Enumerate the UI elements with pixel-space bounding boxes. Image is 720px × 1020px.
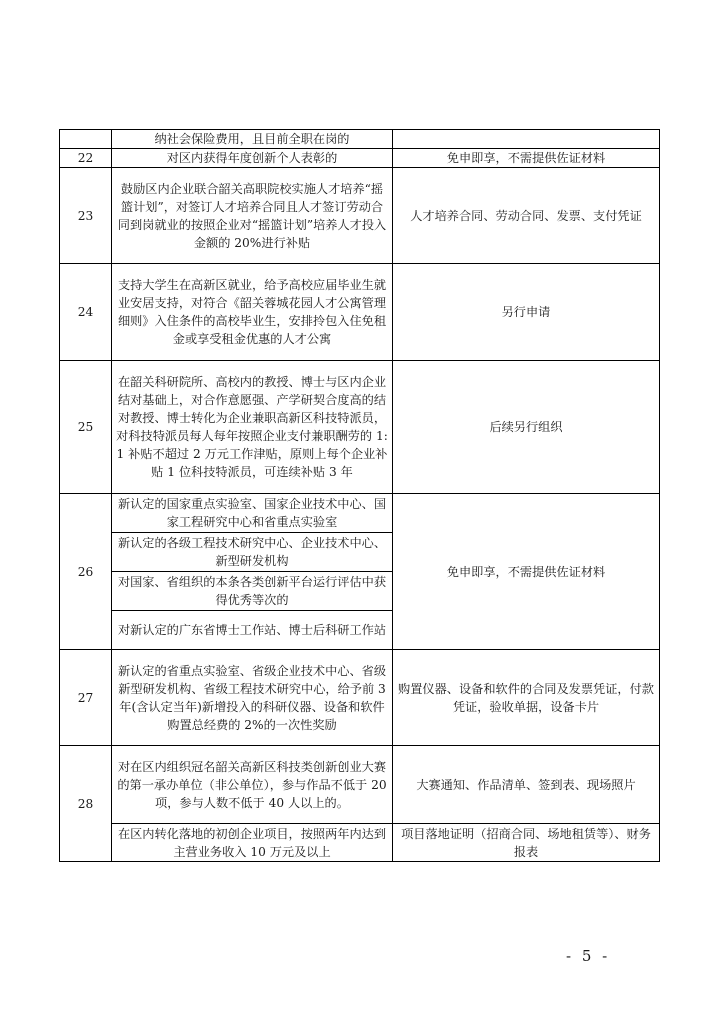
policy-content: 对国家、省组织的本条各类创新平台运行评估中获得优秀等次的 <box>112 572 393 611</box>
policy-content: 支持大学生在高新区就业，给予高校应届毕业生就业安居支持，对符合《韶关蓉城花园人才公寓管理细则》入住条件的高校毕业生，安排拎包入住免租金或享受租金优惠的人才公寓 <box>112 264 393 361</box>
proof-materials: 人才培养合同、劳动合同、发票、支付凭证 <box>393 168 660 264</box>
row-number: 27 <box>60 650 112 746</box>
table-row <box>60 746 660 824</box>
policy-content: 鼓励区内企业联合韶关高职院校实施人才培养“摇篮计划”，对签订人才培养合同且人才签订劳动合同到岗就业的按照企业对“摇篮计划”培养人才投入金额的 20%进行补贴 <box>112 168 393 264</box>
row-number: 26 <box>60 494 112 650</box>
table-row <box>60 824 660 862</box>
proof-materials: 购置仪器、设备和软件的合同及发票凭证，付款凭证，验收单据，设备卡片 <box>393 650 660 746</box>
proof-materials <box>393 130 660 149</box>
proof-materials: 免申即享，不需提供佐证材料 <box>393 494 660 650</box>
policy-content: 在区内转化落地的初创企业项目，按照两年内达到主营业务收入 10 万元及以上 <box>112 824 393 862</box>
policy-content: 新认定的国家重点实验室、国家企业技术中心、国家工程研究中心和省重点实验室 <box>112 494 393 533</box>
row-number <box>60 130 112 149</box>
table-row <box>60 168 660 264</box>
policy-content: 纳社会保险费用，且目前全职在岗的 <box>112 130 393 149</box>
table-row <box>60 494 660 533</box>
proof-materials: 另行申请 <box>393 264 660 361</box>
policy-content: 在韶关科研院所、高校内的教授、博士与区内企业结对基础上，对合作意愿强、产学研契合度高的结对教授、博士转化为企业兼职高新区科技特派员，对科技特派员每人每年按照企业支付兼职酬劳的 1: 1 补贴不超过 2 万元工作津贴，原则上每个企业补贴 1 位科技特派员，可连续补贴 3 年 <box>112 361 393 494</box>
row-number: 28 <box>60 746 112 862</box>
table-row <box>60 264 660 361</box>
policy-content: 对区内获得年度创新个人表彰的 <box>112 149 393 168</box>
policy-content: 新认定的各级工程技术研究中心、企业技术中心、新型研发机构 <box>112 533 393 572</box>
row-number: 24 <box>60 264 112 361</box>
policy-content: 新认定的省重点实验室、省级企业技术中心、省级新型研发机构、省级工程技术研究中心，给予前 3 年(含认定当年)新增投入的科研仪器、设备和软件购置总经费的 2%的一次性奖励 <box>112 650 393 746</box>
row-number: 23 <box>60 168 112 264</box>
row-number: 22 <box>60 149 112 168</box>
table-row <box>60 149 660 168</box>
table-row <box>60 650 660 746</box>
proof-materials: 后续另行组织 <box>393 361 660 494</box>
table-row <box>60 130 660 149</box>
proof-materials: 项目落地证明（招商合同、场地租赁等）、财务报表 <box>393 824 660 862</box>
table-row <box>60 361 660 494</box>
proof-materials: 免申即享，不需提供佐证材料 <box>393 149 660 168</box>
policy-content: 对新认定的广东省博士工作站、博士后科研工作站 <box>112 611 393 650</box>
proof-materials: 大赛通知、作品清单、签到表、现场照片 <box>393 746 660 824</box>
row-number: 25 <box>60 361 112 494</box>
policy-table <box>59 129 660 862</box>
policy-content: 对在区内组织冠名韶关高新区科技类创新创业大赛的第一承办单位（非公单位），参与作品不低于 20 项，参与人数不低于 40 人以上的。 <box>112 746 393 824</box>
page-number: - 5 - <box>566 947 611 965</box>
